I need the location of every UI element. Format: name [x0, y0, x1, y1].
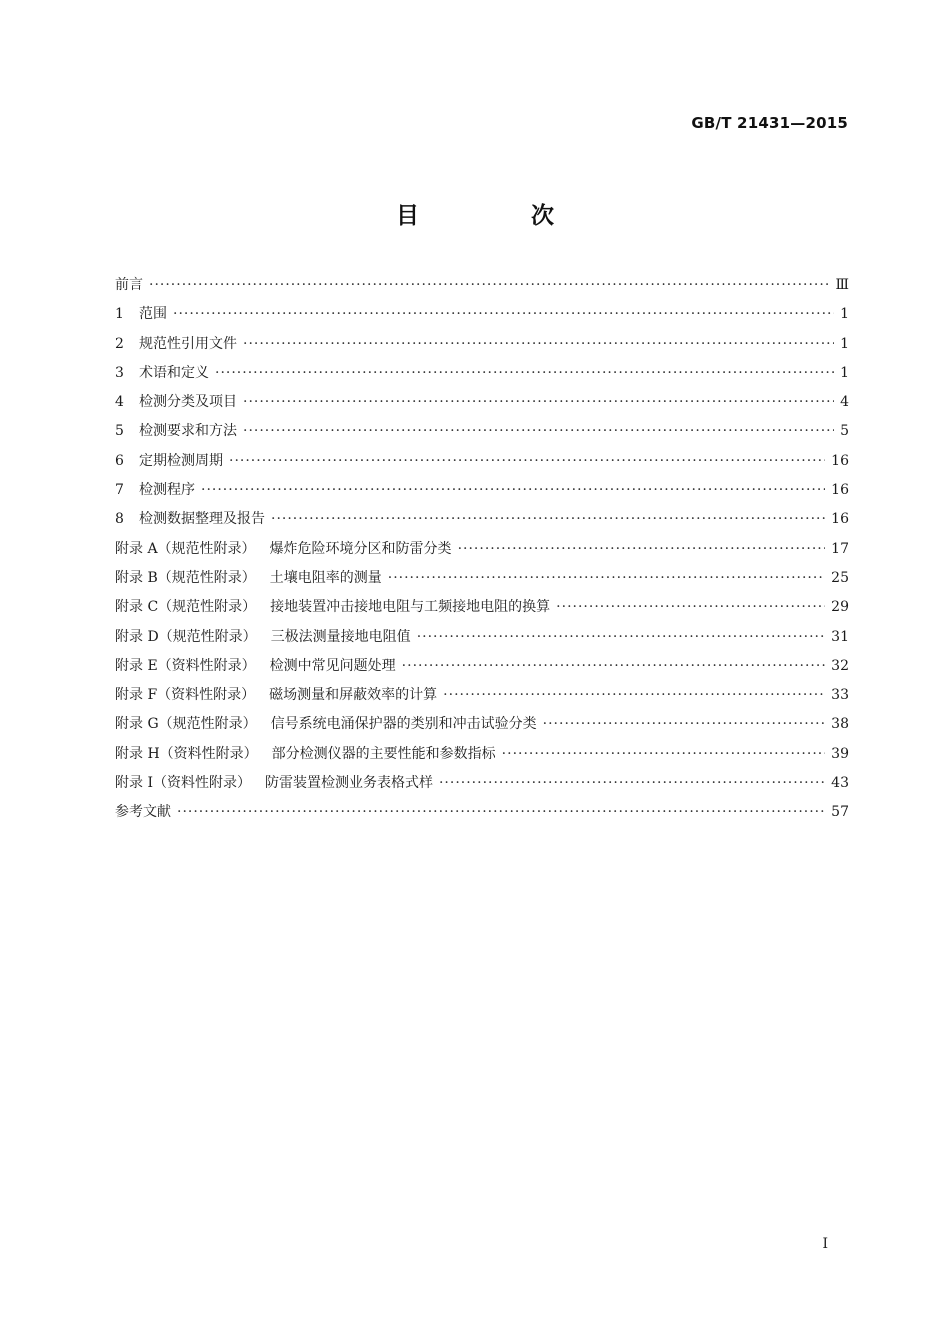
toc-entry-number: 1: [115, 306, 124, 323]
toc-entry-label: 检测数据整理及报告: [139, 511, 265, 528]
toc-entry-page: 4: [840, 394, 849, 411]
standard-code: GB/T 21431—2015: [691, 114, 848, 132]
toc-entry[interactable]: [115, 359, 849, 388]
toc-entry-page: 17: [831, 540, 849, 557]
toc-leader-dots: [502, 740, 826, 769]
toc-entry-label: 部分检测仪器的主要性能和参数指标: [271, 745, 496, 762]
toc-entry-annex: 附录 G（规范性附录）: [115, 716, 257, 733]
toc-entry-label: 检测要求和方法: [139, 423, 237, 440]
page-number: I: [822, 1236, 828, 1252]
toc-entry-number: 2: [115, 335, 124, 352]
toc-leader-dots: [243, 388, 834, 417]
toc-entry-page: Ⅲ: [835, 277, 849, 293]
toc-entry-label: 定期检测周期: [139, 452, 223, 469]
toc-entry-label: 范围: [139, 306, 167, 323]
toc-entry[interactable]: [115, 652, 849, 681]
toc-entry-label: 爆炸危险环境分区和防雷分类: [269, 540, 452, 557]
toc-entry[interactable]: [115, 417, 849, 446]
toc-entry-page: 25: [831, 569, 849, 586]
toc-leader-dots: [229, 447, 825, 476]
toc-entry-page: 33: [831, 687, 849, 704]
toc-leader-dots: [243, 417, 834, 446]
toc-entry-page: 16: [831, 482, 849, 499]
toc-entry-number: 8: [115, 511, 124, 528]
toc-leader-dots: [543, 710, 826, 739]
toc-entry[interactable]: [115, 476, 849, 505]
toc-entry-page: 31: [831, 628, 849, 645]
toc-leader-dots: [439, 769, 825, 798]
toc-leader-dots: [243, 330, 834, 359]
toc-entry-page: 38: [831, 716, 849, 733]
toc-entry-label: 规范性引用文件: [139, 335, 237, 352]
toc-entry[interactable]: [115, 593, 849, 622]
toc-entry-number: 3: [115, 364, 124, 381]
toc-entry[interactable]: [115, 681, 849, 710]
toc-entry-annex: 附录 B（规范性附录）: [115, 569, 256, 586]
toc-entry-page: 16: [831, 452, 849, 469]
toc-entry-label: 检测程序: [139, 482, 195, 499]
toc-entry[interactable]: [115, 710, 849, 739]
page-title: 目 次: [395, 203, 606, 229]
toc-entry[interactable]: [115, 564, 849, 593]
toc-entry-annex: 附录 C（规范性附录）: [115, 599, 257, 616]
toc-entry[interactable]: [115, 535, 849, 564]
toc-entry-label: 防雷装置检测业务表格式样: [264, 775, 433, 792]
toc-entry-page: 1: [840, 306, 849, 323]
toc-leader-dots: [215, 359, 834, 388]
toc-entry-page: 5: [840, 423, 849, 440]
toc-leader-dots: [443, 681, 825, 710]
toc-entry-label: 磁场测量和屏蔽效率的计算: [269, 687, 438, 704]
toc-entry-annex: 附录 I（资料性附录）: [115, 775, 251, 792]
toc-entry-number: 4: [115, 394, 124, 411]
toc-entry-page: 1: [840, 364, 849, 381]
toc-entry-page: 39: [831, 745, 849, 762]
toc-entry[interactable]: [115, 769, 849, 798]
toc-leader-dots: [149, 271, 829, 300]
toc-entry-number: 6: [115, 452, 124, 469]
toc-entry[interactable]: [115, 740, 849, 769]
toc-entry-annex: 附录 H（资料性附录）: [115, 745, 258, 762]
toc-entry-page: 16: [831, 511, 849, 528]
toc-leader-dots: [402, 652, 826, 681]
toc-leader-dots: [458, 535, 826, 564]
toc-entry-label: 土壤电阻率的测量: [269, 569, 382, 586]
toc-entry-label: 检测分类及项目: [139, 394, 237, 411]
toc-leader-dots: [177, 798, 825, 827]
toc-entry-annex: 附录 A（规范性附录）: [115, 540, 256, 557]
toc-entry-page: 57: [831, 804, 849, 821]
toc-entry-page: 43: [831, 775, 849, 792]
toc-entry-label: 接地装置冲击接地电阻与工频接地电阻的换算: [270, 599, 551, 616]
toc-entry[interactable]: [115, 300, 849, 329]
toc-leader-dots: [173, 300, 834, 329]
toc-leader-dots: [201, 476, 825, 505]
toc-entry-page: 29: [831, 599, 849, 616]
toc-leader-dots: [271, 505, 825, 534]
toc-entry[interactable]: [115, 330, 849, 359]
toc-entry-annex: 附录 E（资料性附录）: [115, 657, 256, 674]
toc-entry[interactable]: [115, 798, 849, 827]
toc-entry[interactable]: [115, 505, 849, 534]
toc-entry-number: 7: [115, 482, 124, 499]
toc-entry-label: 参考文献: [115, 804, 171, 821]
toc-entry[interactable]: [115, 388, 849, 417]
toc-entry-label: 信号系统电涌保护器的类别和冲击试验分类: [270, 716, 537, 733]
toc-entry-label: 前言: [115, 277, 143, 293]
toc-leader-dots: [388, 564, 825, 593]
toc-entry-annex: 附录 F（资料性附录）: [115, 687, 256, 704]
toc-entry-label: 三极法测量接地电阻值: [270, 628, 411, 645]
toc-entry-label: 术语和定义: [139, 364, 209, 381]
toc-entry-annex: 附录 D（规范性附录）: [115, 628, 257, 645]
toc-leader-dots: [556, 593, 825, 622]
toc-leader-dots: [417, 623, 825, 652]
toc-entry-number: 5: [115, 423, 124, 440]
toc-entry[interactable]: [115, 447, 849, 476]
toc-entry-label: 检测中常见问题处理: [269, 657, 396, 674]
toc-entry[interactable]: [115, 271, 849, 300]
toc-entry-page: 1: [840, 335, 849, 352]
table-of-contents: [115, 271, 849, 828]
toc-entry[interactable]: [115, 623, 849, 652]
toc-entry-page: 32: [831, 657, 849, 674]
